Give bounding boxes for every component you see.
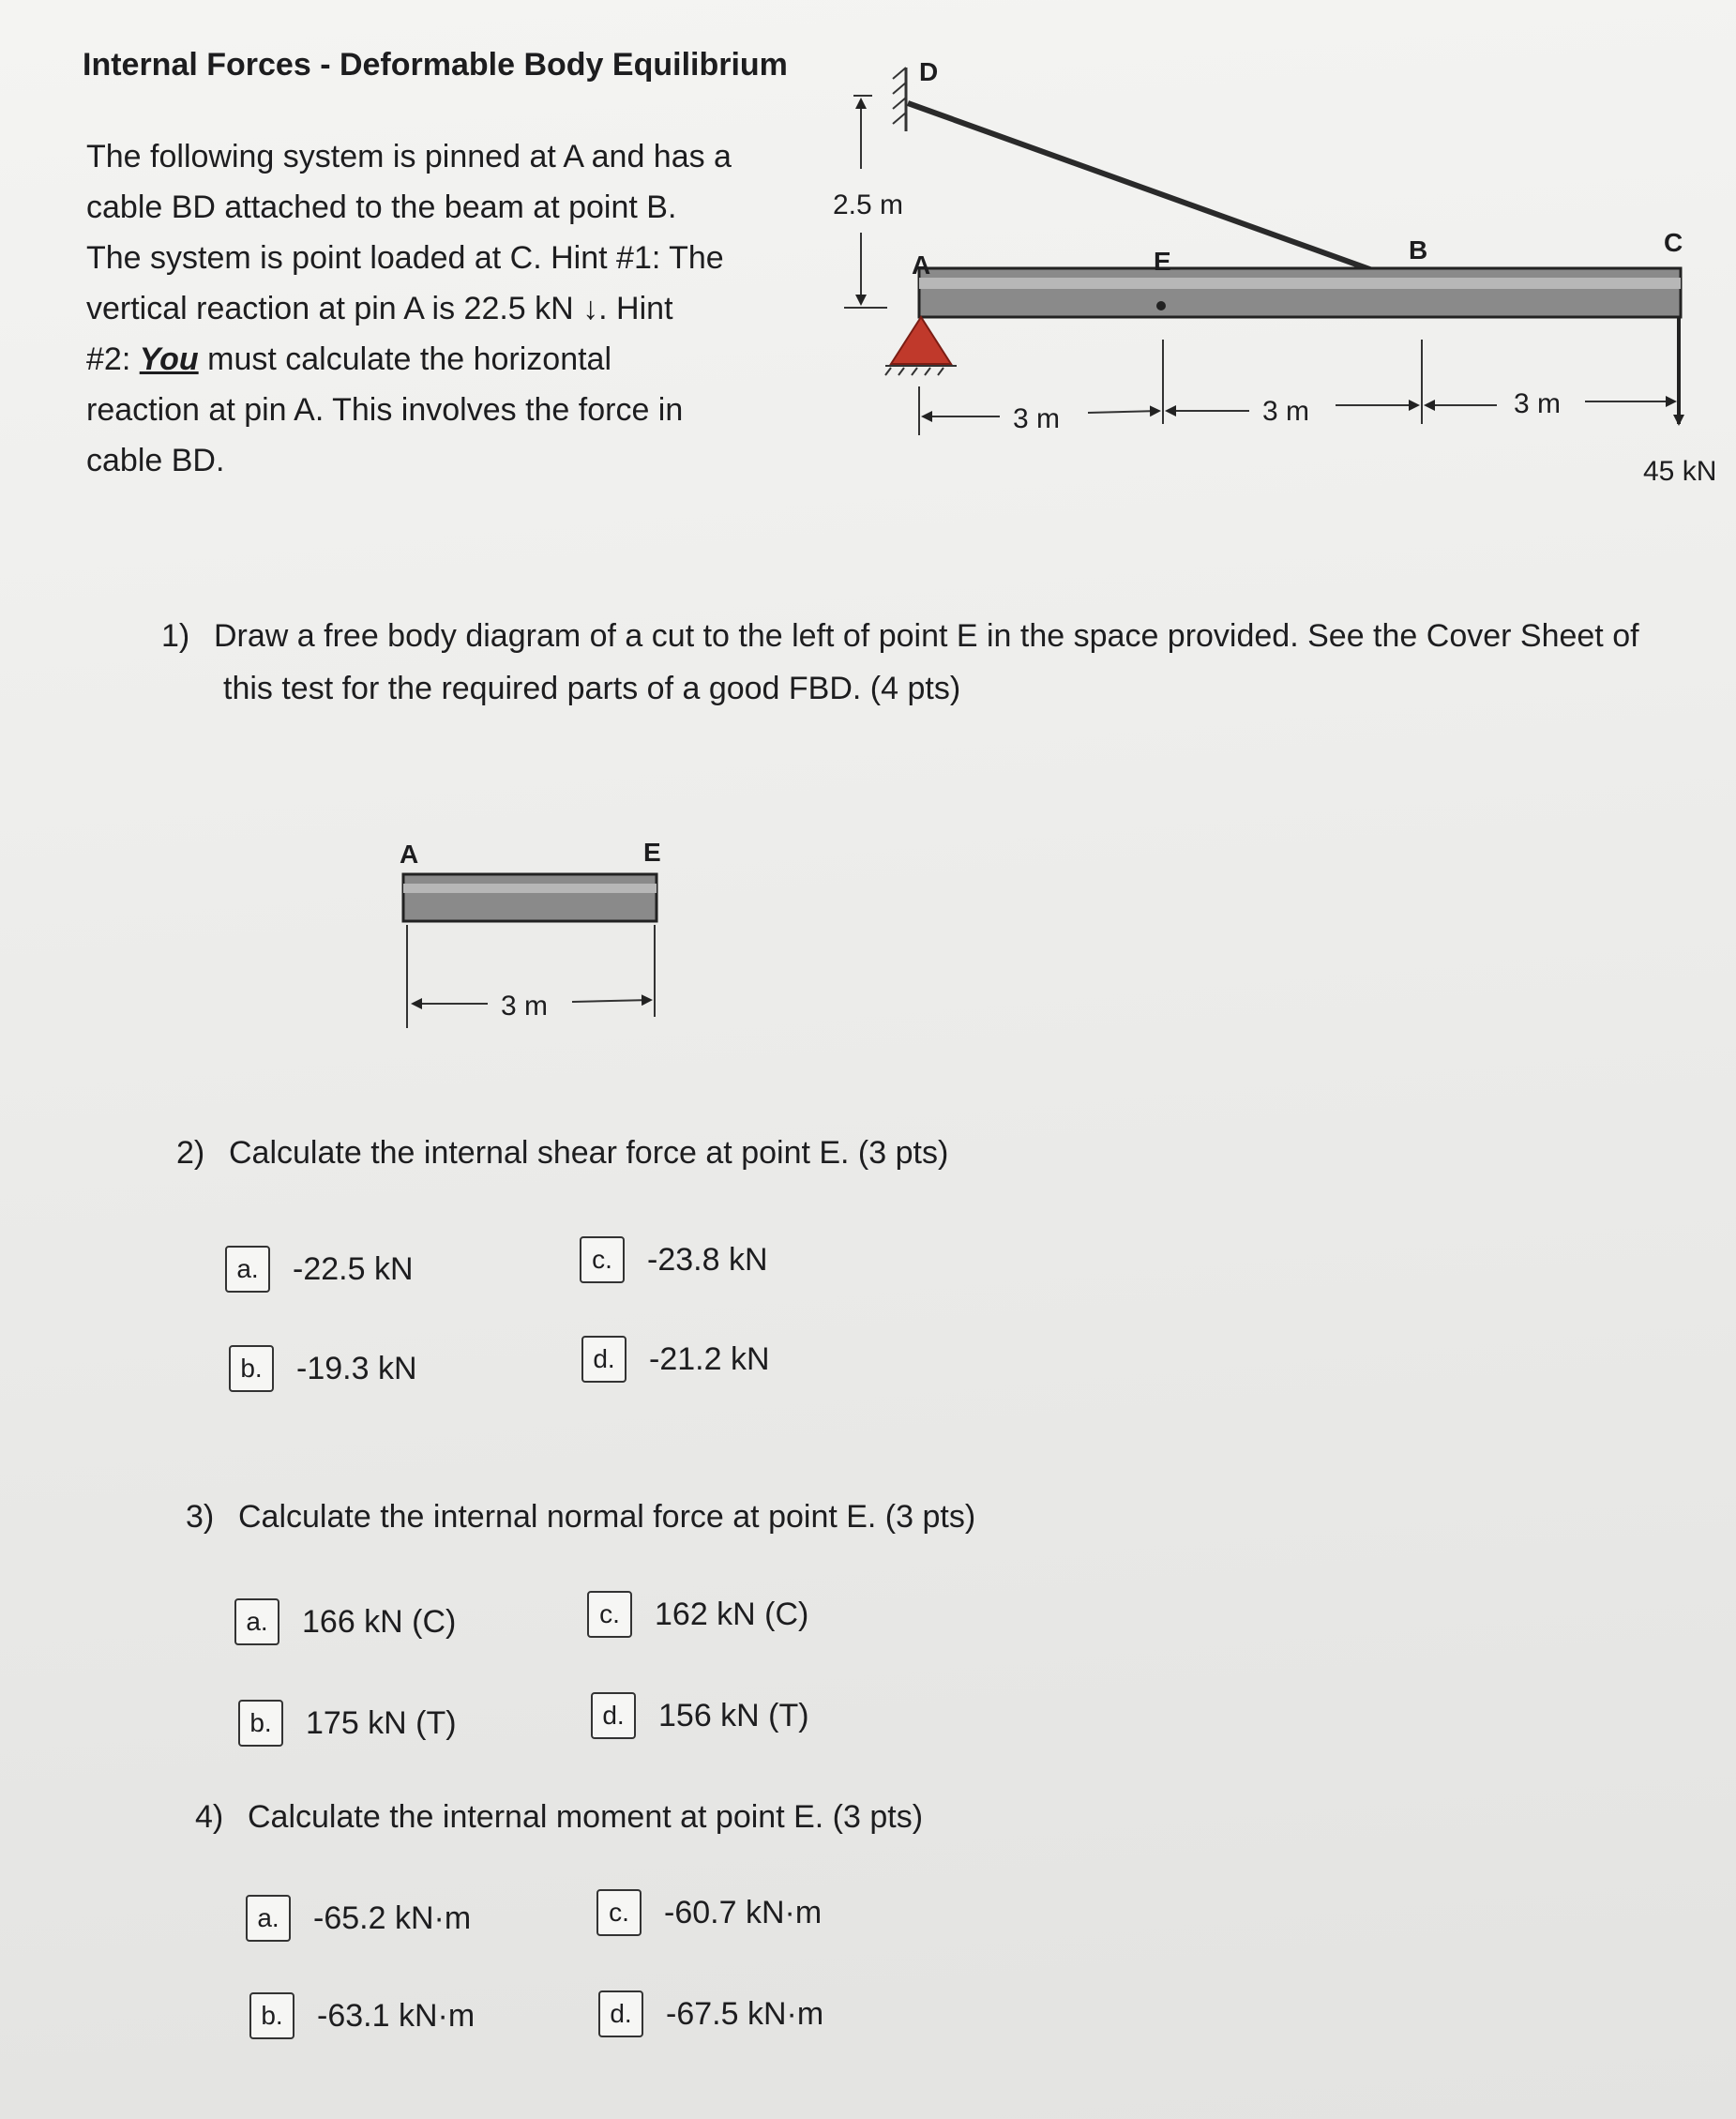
intro-emphasis-you: You xyxy=(139,341,199,377)
q4-text: Calculate the internal moment at point E. (3 pts) xyxy=(248,1799,924,1835)
question-3 xyxy=(186,1499,975,1536)
q4-option-b-box[interactable]: b. xyxy=(249,1992,294,2039)
intro-line-2: cable BD attached to the beam at point B. xyxy=(86,189,677,225)
q4-option-b[interactable] xyxy=(249,1992,475,2039)
q2-option-d-box[interactable]: d. xyxy=(581,1336,626,1383)
span-dim-ae: 3 m xyxy=(1013,403,1061,434)
q2-option-c[interactable] xyxy=(580,1236,768,1283)
q2-text: Calculate the internal shear force at point E. (3 pts) xyxy=(229,1135,949,1171)
q3-option-b-box[interactable]: b. xyxy=(238,1700,283,1747)
q2-option-d[interactable] xyxy=(581,1336,770,1383)
q3-option-a-box[interactable]: a. xyxy=(234,1598,279,1645)
q3-option-d-box[interactable]: d. xyxy=(591,1692,636,1739)
intro-line-5a: #2: xyxy=(86,341,140,377)
q4-number: 4) xyxy=(195,1799,224,1835)
label-c: C xyxy=(1664,228,1683,257)
intro-line-5b: must calculate the horizontal xyxy=(198,341,612,377)
q3-option-d[interactable] xyxy=(591,1692,809,1739)
q1-text-line2: this test for the required parts of a good FBD. (4 pts) xyxy=(223,671,961,706)
intro-line-7: cable BD. xyxy=(86,443,225,478)
q2-option-c-box[interactable]: c. xyxy=(580,1236,625,1283)
height-dim-label: 2.5 m xyxy=(833,189,904,220)
q1-text-line1: Draw a free body diagram of a cut to the left of point E in the space provided. See the Cover Sheet of xyxy=(214,618,1639,654)
span-dim-bc: 3 m xyxy=(1514,388,1562,419)
intro-line-4: vertical reaction at pin A is 22.5 kN ↓. Hint xyxy=(86,291,673,326)
q2-option-a-box[interactable]: a. xyxy=(225,1246,270,1293)
load-label: 45 kN xyxy=(1643,456,1717,487)
label-a: A xyxy=(912,250,931,280)
q1-number: 1) xyxy=(161,618,190,654)
q3-option-c[interactable] xyxy=(587,1591,808,1638)
q3-option-a-value: 166 kN (C) xyxy=(302,1603,457,1640)
q4-option-a-box[interactable]: a. xyxy=(246,1895,291,1942)
q2-option-b-value: -19.3 kN xyxy=(296,1350,417,1386)
pin-support-a xyxy=(885,317,957,375)
q3-text: Calculate the internal normal force at point E. (3 pts) xyxy=(238,1499,976,1535)
q3-option-b-value: 175 kN (T) xyxy=(306,1704,457,1741)
question-2 xyxy=(176,1135,948,1172)
q2-option-b-box[interactable]: b. xyxy=(229,1345,274,1392)
intro-line-1: The following system is pinned at A and has a xyxy=(86,139,732,174)
fbd-label-a: A xyxy=(400,840,419,869)
beam-highlight xyxy=(919,278,1681,289)
span-dim-eb: 3 m xyxy=(1262,396,1310,427)
q4-option-a[interactable] xyxy=(246,1895,471,1942)
beam xyxy=(919,268,1681,317)
q3-option-c-value: 162 kN (C) xyxy=(655,1596,809,1632)
label-b: B xyxy=(1409,235,1428,265)
q4-option-c-value: -60.7 kN·m xyxy=(664,1894,823,1930)
q3-option-c-box[interactable]: c. xyxy=(587,1591,632,1638)
wall-support-d xyxy=(893,68,906,131)
q3-number: 3) xyxy=(186,1499,215,1535)
q4-option-b-value: -63.1 kN·m xyxy=(317,1997,476,2034)
q3-option-d-value: 156 kN (T) xyxy=(658,1697,809,1733)
q3-option-a[interactable] xyxy=(234,1598,456,1645)
q4-option-d-box[interactable]: d. xyxy=(598,1990,643,2037)
q2-option-a-value: -22.5 kN xyxy=(293,1250,414,1287)
q4-option-d[interactable] xyxy=(598,1990,823,2037)
q2-option-a[interactable] xyxy=(225,1246,414,1293)
intro-line-3: The system is point loaded at C. Hint #1: The xyxy=(86,240,724,276)
fbd-label-e: E xyxy=(643,838,661,867)
q4-option-c-box[interactable]: c. xyxy=(596,1889,642,1936)
intro-line-6: reaction at pin A. This involves the force in xyxy=(86,392,684,428)
page-title: Internal Forces - Deformable Body Equilibrium xyxy=(83,47,788,83)
question-4 xyxy=(195,1799,923,1836)
q4-option-a-value: -65.2 kN·m xyxy=(313,1900,472,1936)
q2-option-c-value: -23.8 kN xyxy=(647,1241,768,1278)
point-e-marker xyxy=(1156,301,1166,310)
q2-option-b[interactable] xyxy=(229,1345,417,1392)
q3-option-b[interactable] xyxy=(238,1700,457,1747)
q2-option-d-value: -21.2 kN xyxy=(649,1340,770,1377)
label-d: D xyxy=(919,57,939,86)
label-e: E xyxy=(1154,247,1171,276)
q4-option-d-value: -67.5 kN·m xyxy=(666,1995,824,2032)
q4-option-c[interactable] xyxy=(596,1889,822,1936)
q2-number: 2) xyxy=(176,1135,205,1171)
question-1 xyxy=(161,610,1639,715)
fbd-dim-label: 3 m xyxy=(501,991,549,1022)
